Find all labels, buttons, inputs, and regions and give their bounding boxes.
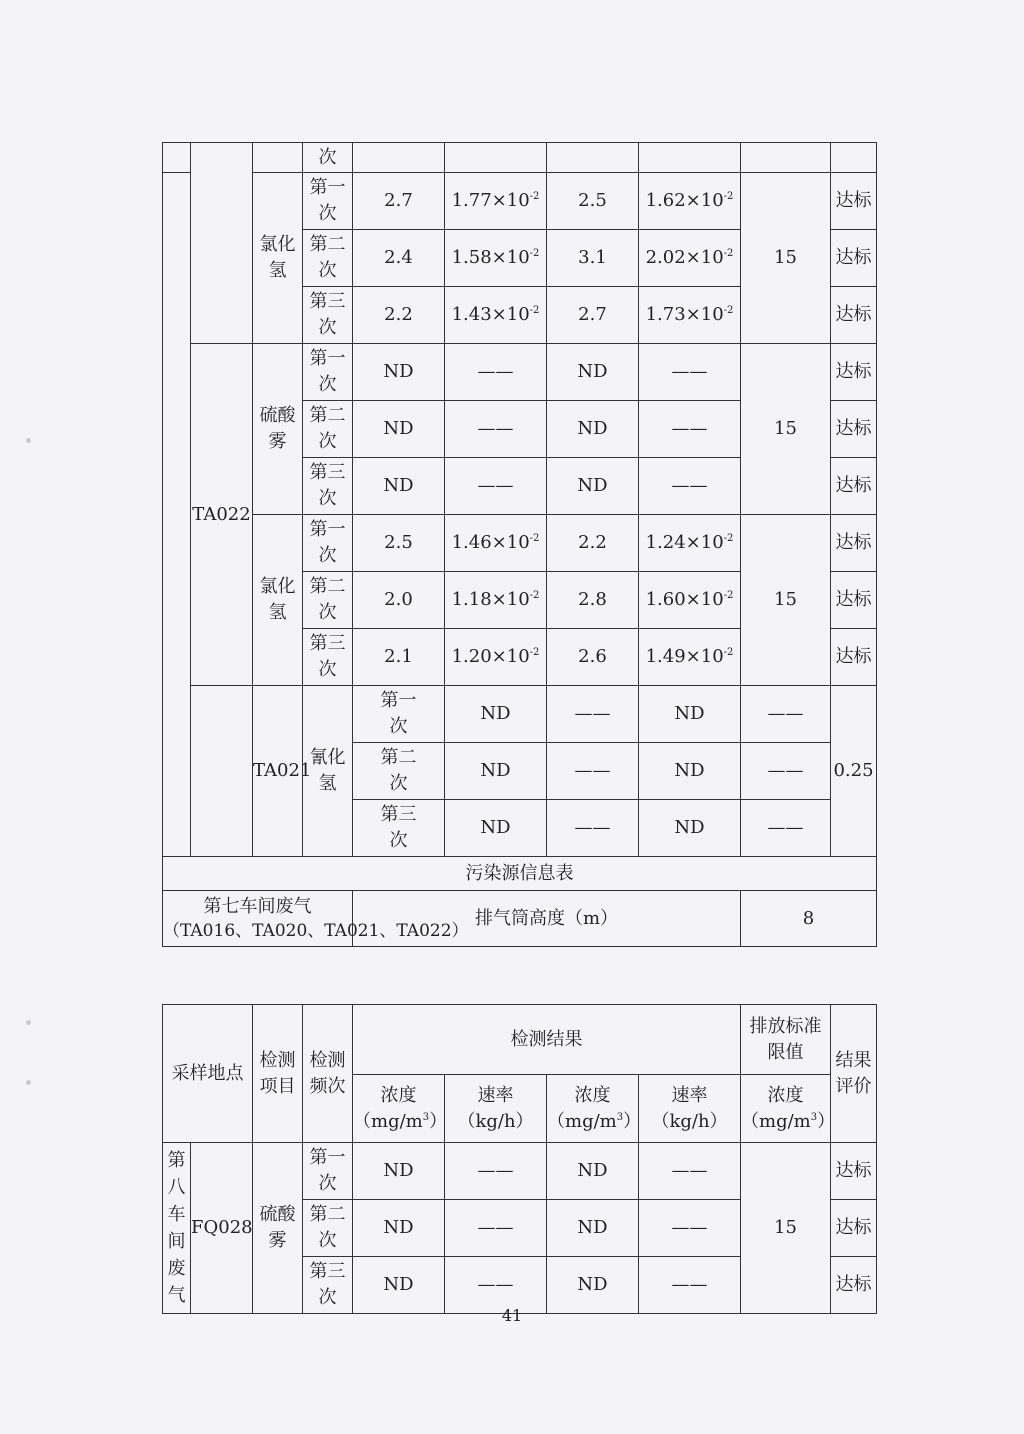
concentration-cell: ND [547,401,639,458]
source-name: 第七车间废气 [203,895,312,917]
exponent: -2 [723,248,734,259]
exponent: 3 [616,1111,624,1123]
frequency-cell: 第二 次 [353,743,445,800]
rate-cell: $2.02\times 10^{-2}$ [639,230,741,287]
table-row [163,143,877,173]
test-item-cell: 氯化 氢 [253,515,303,686]
concentration-cell: ND [445,743,547,800]
result-cell: 达标 [831,629,877,686]
concentration-cell: 2.2 [547,515,639,572]
rate-cell: —— [741,686,831,743]
rate-cell: $1.49\times 10^{-2}$ [639,629,741,686]
binding-hole [26,1020,31,1025]
exponent: -2 [529,647,540,658]
result-cell: 达标 [831,1143,877,1200]
source-codes: （TA016、TA020、TA021、TA022） [163,920,469,941]
table-row [163,686,877,743]
rate-cell: —— [445,1143,547,1200]
concentration-cell: ND [353,401,445,458]
rate-cell: $1.58\times 10^{-2}$ [445,230,547,287]
frequency-cell: 第二 次 [303,1200,353,1257]
test-item-cell: 氰化 氢 [303,686,353,857]
exponent: -2 [723,590,734,601]
rate-cell: $1.18\times 10^{-2}$ [445,572,547,629]
binding-hole [26,438,31,443]
table-row [163,344,877,401]
header-limit-concentration: 浓度 $(mg/m^3)$ [741,1075,831,1143]
area-cell-empty [163,173,191,857]
rate-cell: $1.24\times 10^{-2}$ [639,515,741,572]
emission-table-bottom [162,1004,877,1314]
binding-hole [26,1080,31,1085]
rate-cell: —— [741,800,831,857]
concentration-cell: 2.4 [353,230,445,287]
exponent: -2 [723,191,734,202]
concentration-cell: 2.7 [547,287,639,344]
rate-cell: —— [639,1143,741,1200]
rate-cell: —— [639,344,741,401]
top-table-body [163,143,877,947]
rate-cell: —— [639,1257,741,1314]
header-concentration: 浓度 $(mg/m^3)$ [353,1075,445,1143]
stack-height-value: 8 [741,891,877,947]
result-cell: 达标 [831,458,877,515]
rate-cell: —— [445,1200,547,1257]
concentration-cell: 2.0 [353,572,445,629]
frequency-cell: 第三 次 [353,800,445,857]
rate-cell: $1.43\times 10^{-2}$ [445,287,547,344]
frequency-cell: 第二 次 [303,572,353,629]
limit-cell: 15 [741,1143,831,1314]
frequency-cell: 第三 次 [303,458,353,515]
concentration-cell: 2.2 [353,287,445,344]
header-evaluation: 结果 评价 [831,1005,877,1143]
frequency-cell: 第三 次 [303,629,353,686]
exponent: 3 [422,1111,430,1123]
exponent: -2 [529,248,540,259]
rate-cell: —— [741,743,831,800]
exponent: -2 [723,533,734,544]
frequency-cell: 第二 次 [303,230,353,287]
rate-cell: $1.60\times 10^{-2}$ [639,572,741,629]
rate-cell: —— [445,1257,547,1314]
concentration-cell: ND [353,458,445,515]
rate-cell: —— [547,800,639,857]
frequency-cell: 第三 次 [303,1257,353,1314]
rate-cell: —— [445,344,547,401]
result-cell: 达标 [831,1200,877,1257]
rate-cell: —— [639,1200,741,1257]
table-cell [547,143,639,173]
header-frequency: 检测 频次 [303,1005,353,1143]
concentration-cell: 2.1 [353,629,445,686]
concentration-cell: ND [639,686,741,743]
concentration-cell: ND [639,743,741,800]
result-cell: 达标 [831,401,877,458]
rate-cell: —— [445,458,547,515]
result-cell: 达标 [831,344,877,401]
exponent: -2 [529,533,540,544]
location-cell: TA021 [253,686,303,857]
table-row [163,515,877,572]
concentration-cell: ND [353,1143,445,1200]
concentration-cell: 3.1 [547,230,639,287]
exponent: 3 [810,1111,818,1123]
table-row [163,1005,877,1075]
rate-cell: $1.73\times 10^{-2}$ [639,287,741,344]
table-cell [445,143,547,173]
emission-table-top [162,142,877,947]
exponent: -2 [529,590,540,601]
result-cell: 达标 [831,173,877,230]
frequency-cell: 第一 次 [303,515,353,572]
test-item-cell: 硫酸 雾 [253,1143,303,1314]
table-cell [831,143,877,173]
limit-cell: 0.25 [831,686,877,857]
table-cell [639,143,741,173]
area-cell: 第 八 车 间 废 气 [163,1143,191,1314]
exponent: -2 [723,305,734,316]
test-item-cell: 氯化 氢 [253,173,303,344]
frequency-cell: 第三 次 [303,287,353,344]
concentration-cell: 2.7 [353,173,445,230]
rate-cell: $1.46\times 10^{-2}$ [445,515,547,572]
exponent: -2 [529,305,540,316]
rate-cell: —— [445,401,547,458]
table-row [163,857,877,891]
exponent: -2 [723,647,734,658]
table-row [163,1143,877,1200]
source-info-title: 污染源信息表 [163,857,877,891]
concentration-cell: ND [547,344,639,401]
location-cell: FQ028 [191,1143,253,1314]
table-cell [163,143,191,173]
concentration-cell: 2.5 [547,173,639,230]
header-concentration: 浓度 $(mg/m^3)$ [547,1075,639,1143]
concentration-cell: ND [547,458,639,515]
rate-cell: —— [547,686,639,743]
rate-cell: $1.77\times 10^{-2}$ [445,173,547,230]
rate-cell: $1.62\times 10^{-2}$ [639,173,741,230]
frequency-cell: 第一 次 [303,173,353,230]
concentration-cell: ND [353,344,445,401]
table-cell [253,143,303,173]
limit-cell: 15 [741,515,831,686]
rate-cell: —— [639,401,741,458]
limit-cell: 15 [741,173,831,344]
result-cell: 达标 [831,1257,877,1314]
rate-cell: —— [639,458,741,515]
location-cell: TA022 [191,344,253,686]
header-rate: 速率 （kg/h） [639,1075,741,1143]
rate-cell: $1.20\times 10^{-2}$ [445,629,547,686]
location-cell-empty [191,143,253,344]
frequency-cell: 次 [303,143,353,173]
concentration-cell: ND [445,686,547,743]
concentration-cell: 2.5 [353,515,445,572]
concentration-cell: ND [353,1257,445,1314]
table-cell [353,143,445,173]
frequency-cell: 第二 次 [303,401,353,458]
concentration-cell: ND [547,1257,639,1314]
concentration-cell: ND [445,800,547,857]
exponent: -2 [529,191,540,202]
table-row [163,891,877,947]
concentration-cell: ND [547,1200,639,1257]
table-cell [741,143,831,173]
page-number: 41 [501,1306,523,1325]
result-cell: 达标 [831,287,877,344]
header-item: 检测 项目 [253,1005,303,1143]
source-name-cell [163,891,469,947]
area-cell-empty [191,686,253,857]
table-row [163,173,877,230]
header-location: 采样地点 [163,1005,253,1143]
concentration-cell: ND [353,1200,445,1257]
frequency-cell: 第一 次 [303,1143,353,1200]
concentration-cell: ND [547,1143,639,1200]
concentration-cell: 2.8 [547,572,639,629]
concentration-cell: 2.6 [547,629,639,686]
limit-cell: 15 [741,344,831,515]
stack-height-label: 排气筒高度（m） [353,891,741,947]
result-cell: 达标 [831,230,877,287]
frequency-cell: 第一 次 [353,686,445,743]
result-cell: 达标 [831,515,877,572]
concentration-cell: ND [639,800,741,857]
header-rate: 速率 （kg/h） [445,1075,547,1143]
frequency-cell: 第一 次 [303,344,353,401]
rate-cell: —— [547,743,639,800]
bottom-table-body [163,1005,877,1314]
test-item-cell: 硫酸 雾 [253,344,303,515]
result-cell: 达标 [831,572,877,629]
header-limit: 排放标准 限值 [741,1005,831,1075]
header-results: 检测结果 [353,1005,741,1075]
